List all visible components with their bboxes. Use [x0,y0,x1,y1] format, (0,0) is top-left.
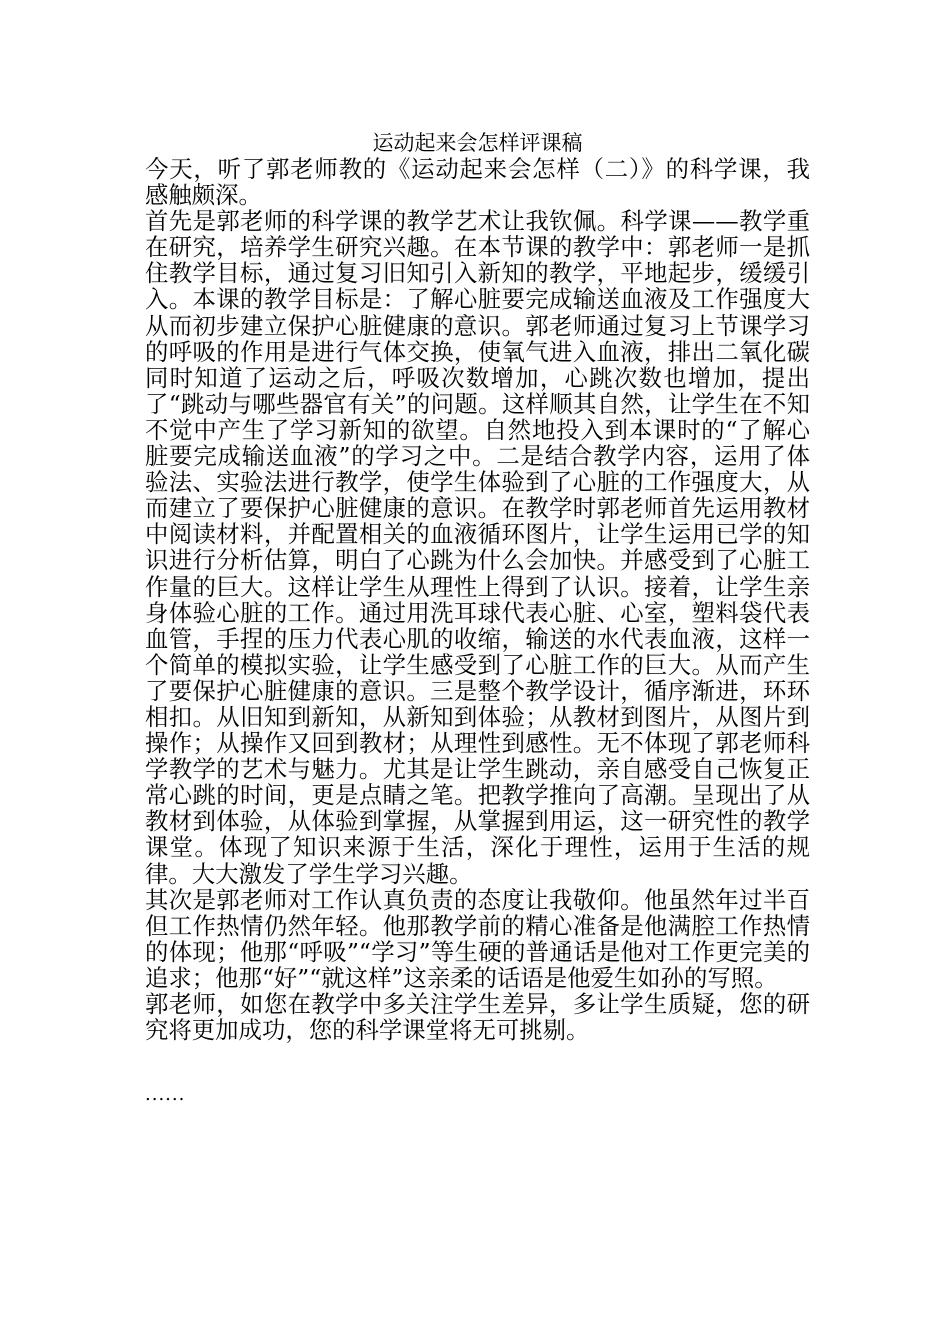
paragraph-intro: 今天，听了郭老师教的《运动起来会怎样（二）》的科学课，我感触颇深。 [145,155,810,210]
paragraph-teaching-art: 首先是郭老师的科学课的教学艺术让我钦佩。科学课——教学重在研究，培养学生研究兴趣。在本节课的教学中：郭老师一是抓住教学目标，通过复习旧知引入新知的教学，平地起步，缓缓引入。本课的教学目标是：了解心脏要完成输送血液及工作强度大从而初步建立保护心脏健康的意识。郭老师通过复习上节课学习的呼吸的作用是进行气体交换，使氧气进入血液，排出二氧化碳同时知道了运动之后，呼吸次数增加，心跳次数也增加，提出了“跳动与哪些器官有关”的问题。这样顺其自然，让学生在不知不觉中产生了学习新知的欲望。自然地投入到本课时的“了解心脏要完成输送血液”的学习之中。二是结合教学内容，运用了体验法、实验法进行教学，使学生体验到了心脏的工作强度大，从而建立了要保护心脏健康的意识。在教学时郭老师首先运用教材中阅读材料，并配置相关的血液循环图片，让学生运用已学的知识进行分析估算，明白了心跳为什么会加快。并感受到了心脏工作量的巨大。这样让学生从理性上得到了认识。接着，让学生亲身体验心脏的工作。通过用洗耳球代表心脏、心室，塑料袋代表血管，手捏的压力代表心肌的收缩，输送的水代表血液，这样一个简单的模拟实验，让学生感受到了心脏工作的巨大。从而产生了要保护心脏健康的意识。三是整个教学设计，循序渐进，环环相扣。从旧知到新知，从新知到体验；从教材到图片，从图片到操作；从操作又回到教材；从理性到感性。无不体现了郭老师科学教学的艺术与魅力。尤其是让学生跳动，亲自感受自己恢复正常心跳的时间，更是点睛之笔。把教学推向了高潮。呈现出了从教材到体验，从体验到掌握，从掌握到用运，这一研究性的教学课堂。体现了知识来源于生活，深化于理性，运用于生活的规律。大大激发了学生学习兴趣。 [145,207,810,888]
document-title: 运动起来会怎样评课稿 [372,131,583,155]
paragraph-work-attitude: 其次是郭老师对工作认真负责的态度让我敬仰。他虽然年过半百但工作热情仍然年轻。他那教学前的精心准备是他满腔工作热情的体现；他那“呼吸”“学习”等生硬的普通话是他对工作更完美的追求；他那“好”“就这样”这亲柔的话语是他爱生如孙的写照。 [145,885,810,992]
document-body [145,130,810,1043]
trailing-ellipsis: ...... [145,1084,186,1105]
paragraph-suggestion: 郭老师，如您在教学中多关注学生差异，多让学生质疑，您的研究将更加成功，您的科学课堂将无可挑剔。 [145,990,810,1045]
